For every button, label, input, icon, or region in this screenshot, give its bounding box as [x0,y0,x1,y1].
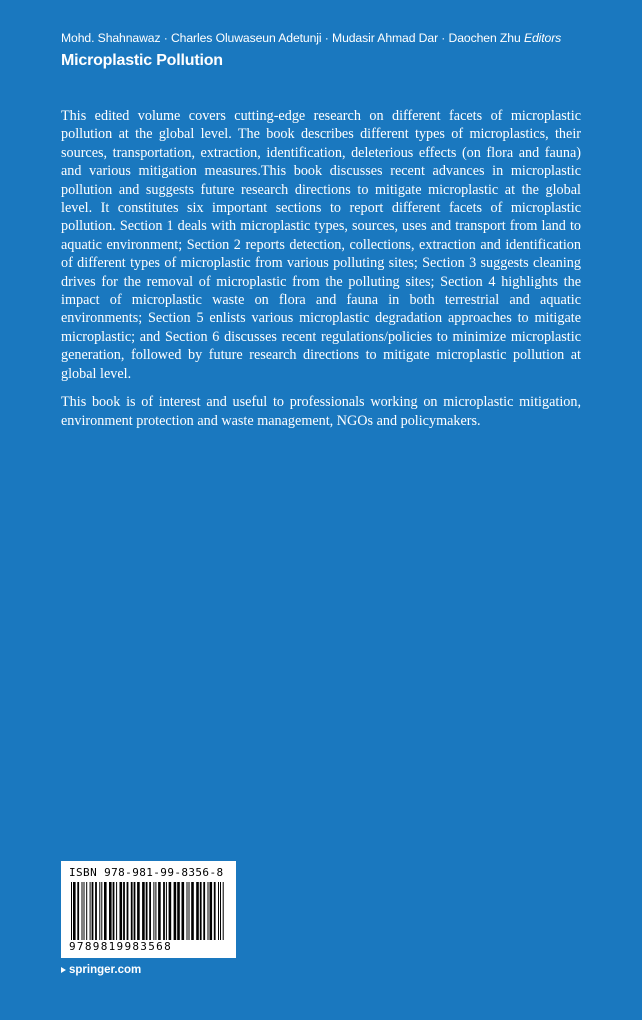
editors-line [61,31,561,45]
editors-names: Mohd. Shahnawaz · Charles Oluwaseun Adetunji · Mudasir Ahmad Dar · Daochen Zhu [61,31,521,45]
book-title: Microplastic Pollution [61,52,223,69]
description-paragraph: This book is of interest and useful to professionals working on microplastic mitigation, environment protection and waste management, NGOs and policymakers. [61,394,581,429]
barcode-icon [69,882,228,940]
editors-role: Editors [523,31,562,45]
description-paragraph: This edited volume covers cutting-edge research on different facets of microplastic pollution at the global level. The book describes different types of microplastics, their sources, transportation, extraction, identification, deleterious effects (on flora and fauna) and various mitigation measures.This book discusses recent advances in microplastic pollution and suggests future research directions to mitigate microplastic at the global level. It constitutes six important sections to report different facets of microplastic pollution. Section 1 deals with microplastic types, sources, uses and transport from land to aquatic environment; Section 2 reports detection, collections, extraction and identification of different types of microplastic from various polluting sites; Section 3 suggests cleaning drives for the removal of microplastic from the polluting sites; Section 4 highlights the impact of microplastic waste on flora and fauna in both terrestrial and aquatic environments; Section 5 enlists various microplastic degradation approaches to mitigate microplastic; and Section 6 discusses recent regulations/policies to minimize microplastic generation, followed by future research directions to mitigate microplastic pollution at global level. [61,108,581,382]
isbn-label: ISBN 978-981-99-8356-8 [69,866,224,879]
publisher-link[interactable] [61,964,141,976]
ean-digits: 9789819983568 [69,940,172,953]
book-description [61,107,581,440]
barcode-box [61,861,236,958]
arrow-right-icon [61,967,66,973]
publisher-url: springer.com [69,964,142,976]
